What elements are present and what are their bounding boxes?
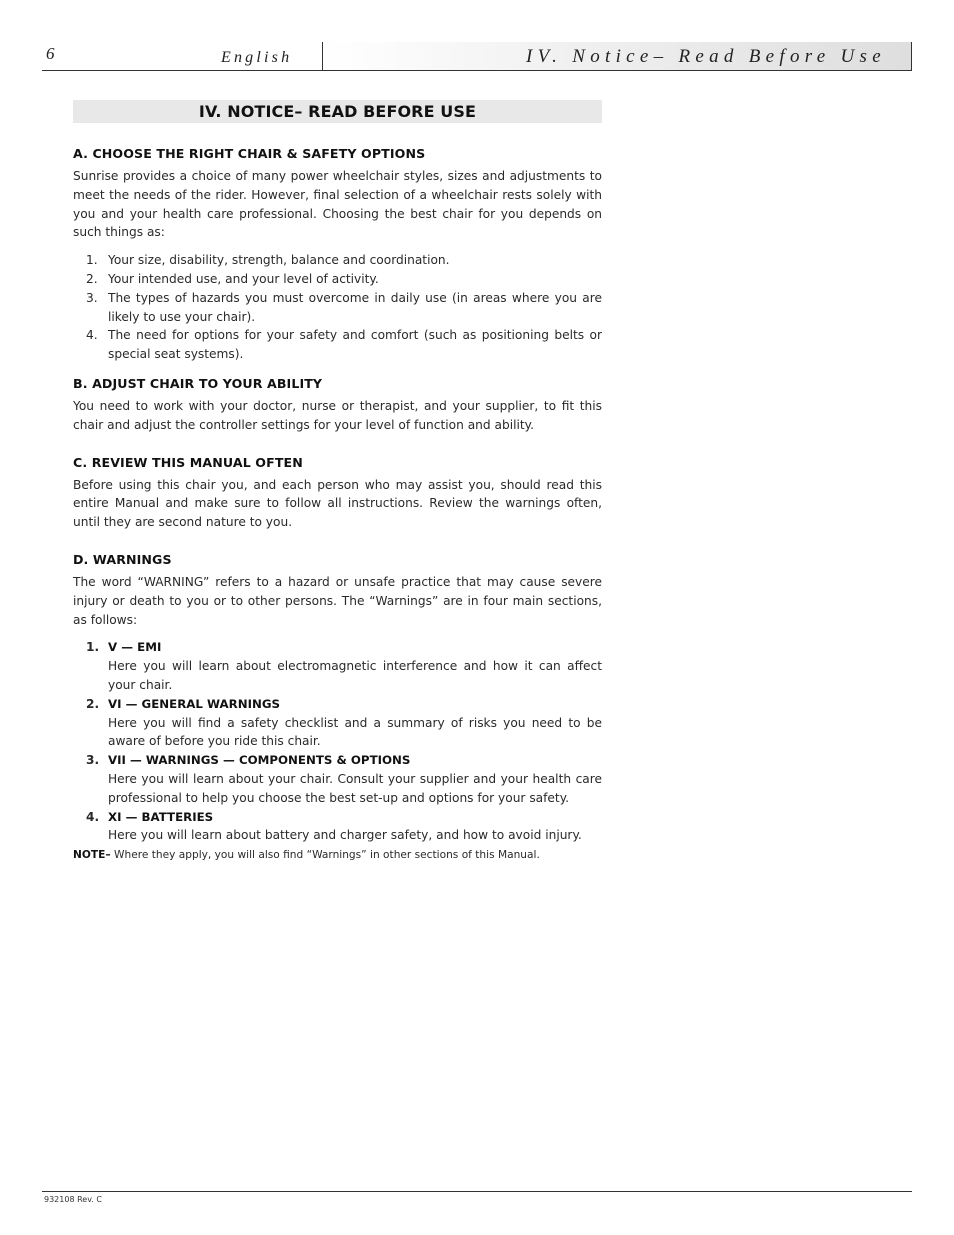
note-label: NOTE– bbox=[73, 849, 111, 862]
header-bar-end bbox=[911, 42, 912, 70]
header-chapter-title: IV. Notice– Read Before Use bbox=[526, 46, 886, 67]
subsection-b-heading: B. ADJUST CHAIR TO YOUR ABILITY bbox=[73, 375, 323, 391]
page-number: 6 bbox=[46, 44, 55, 63]
list-item bbox=[73, 289, 602, 327]
list-item-text: The need for options for your safety and comfort (such as positioning belts or special seat systems). bbox=[108, 328, 602, 362]
header-rule bbox=[42, 70, 912, 71]
warning-item-number: 1. bbox=[86, 640, 100, 655]
footer-doc-id: 932108 Rev. C bbox=[44, 1195, 102, 1204]
warning-item-title: VII — WARNINGS — COMPONENTS & OPTIONS bbox=[108, 753, 411, 768]
warnings-note bbox=[73, 847, 602, 863]
list-item bbox=[73, 270, 602, 289]
list-item-text: The types of hazards you must overcome in daily use (in areas where you are likely to use your chair). bbox=[108, 290, 602, 324]
subsection-a-body: Sunrise provides a choice of many power wheelchair styles, sizes and adjustments to meet the needs of the rider. However, final selection of a wheelchair rests solely with you and your health care professional. Choosing the best chair for you depends on such things as: bbox=[73, 169, 602, 240]
warning-item-text: Here you will learn about your chair. Consult your supplier and your health care professional to help you choose the best set-up and options for your safety. bbox=[108, 771, 602, 805]
subsection-c-body: Before using this chair you, and each person who may assist you, should read this entire Manual and make sure to follow all instructions. Review the warnings often, until they are second nature to you. bbox=[73, 477, 602, 530]
list-item-number: 3. bbox=[86, 290, 98, 305]
footer-rule bbox=[42, 1191, 912, 1192]
warning-item-title: VI — GENERAL WARNINGS bbox=[108, 696, 281, 711]
list-item bbox=[73, 251, 602, 270]
list-item-text: Your intended use, and your level of activity. bbox=[108, 271, 379, 286]
list-item-number: 4. bbox=[86, 328, 98, 343]
content-column bbox=[73, 100, 602, 863]
subsection-d-heading: D. WARNINGS bbox=[73, 551, 172, 567]
warnings-list bbox=[73, 638, 602, 845]
warning-item-number: 4. bbox=[86, 809, 100, 824]
warning-item-text: Here you will learn about electromagnetic interference and how it can affect your chair. bbox=[108, 659, 602, 692]
list-item-text: Your size, disability, strength, balance and coordination. bbox=[108, 253, 450, 268]
subsection-b-body: You need to work with your doctor, nurse or therapist, and your supplier, to fit this chair and adjust the controller settings for your level of function and ability. bbox=[73, 398, 602, 432]
subsection-c-heading: C. REVIEW THIS MANUAL OFTEN bbox=[73, 454, 303, 470]
warning-item bbox=[73, 695, 602, 751]
warning-item bbox=[73, 808, 602, 846]
warning-item-text: Here you will learn about battery and charger safety, and how to avoid injury. bbox=[108, 828, 582, 843]
header-language: English bbox=[221, 49, 293, 66]
warning-item bbox=[73, 751, 602, 807]
list-item bbox=[73, 326, 602, 364]
list-item-number: 1. bbox=[86, 253, 98, 268]
warning-item-text: Here you will find a safety checklist and a summary of risks you need to be aware of before you ride this chair. bbox=[108, 715, 602, 749]
subsection-a-list bbox=[73, 251, 602, 364]
subsection-d-body: The word “WARNING” refers to a hazard or unsafe practice that may cause severe injury or death to you or to other persons. The “Warnings” are in four main sections, as follows: bbox=[73, 574, 602, 627]
warning-item-title: V — EMI bbox=[108, 640, 162, 655]
warning-item-title: XI — BATTERIES bbox=[108, 809, 214, 824]
warning-item bbox=[73, 638, 602, 694]
subsection-a-heading: A. CHOOSE THE RIGHT CHAIR & SAFETY OPTIONS bbox=[73, 146, 426, 161]
warning-item-number: 3. bbox=[86, 753, 100, 768]
section-title: IV. NOTICE– READ BEFORE USE bbox=[73, 100, 602, 123]
list-item-number: 2. bbox=[86, 271, 98, 286]
warning-item-number: 2. bbox=[86, 696, 100, 711]
note-text: Where they apply, you will also find “Warnings” in other sections of this Manual. bbox=[114, 849, 540, 862]
